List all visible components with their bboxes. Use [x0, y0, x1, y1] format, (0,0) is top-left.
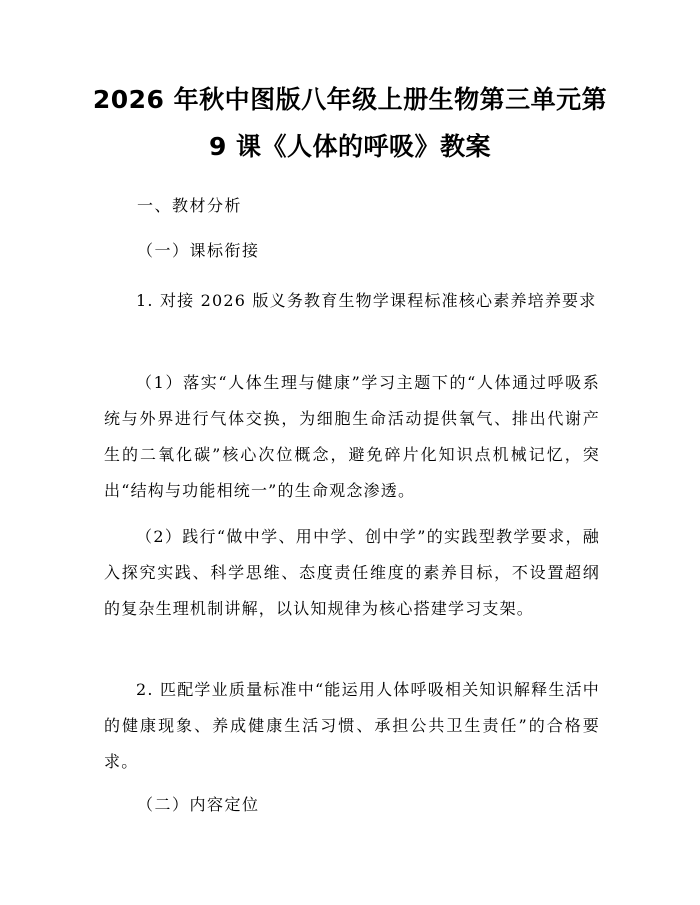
section-heading-teaching-material-analysis: 一、教材分析	[137, 196, 243, 215]
paragraph-quality-standard: 2. 匹配学业质量标准中“能运用人体呼吸相关知识解释生活中的健康现象、养成健康生活习惯、承担公共卫生责任”的合格要求。	[104, 680, 600, 771]
document-title-line-1: 2026 年秋中图版八年级上册生物第三单元第	[92, 85, 608, 114]
subsection-heading-curriculum-standard: （一）课标衔接	[137, 241, 260, 260]
paragraph-standard-requirement: 1. 对接 2026 版义务教育生物学课程标准核心素养培养要求	[136, 291, 597, 310]
subsection-heading-content-positioning: （二）内容定位	[137, 795, 260, 814]
paragraph-core-concept: （1）落实“人体生理与健康”学习主题下的“人体通过呼吸系统与外界进行气体交换，为细胞生命活动提供氧气、排出代谢产生的二氧化碳”核心次位概念，避免碎片化知识点机械记忆，突出“结构与功能相统一”的生命观念渗透。	[104, 373, 600, 500]
paragraph-practice-teaching: （2）践行“做中学、用中学、创中学”的实践型教学要求，融入探究实践、科学思维、态度责任维度的素养目标，不设置超纲的复杂生理机制讲解，以认知规律为核心搭建学习支架。	[104, 527, 600, 618]
document-title-line-2: 9 课《人体的呼吸》教案	[208, 132, 492, 161]
